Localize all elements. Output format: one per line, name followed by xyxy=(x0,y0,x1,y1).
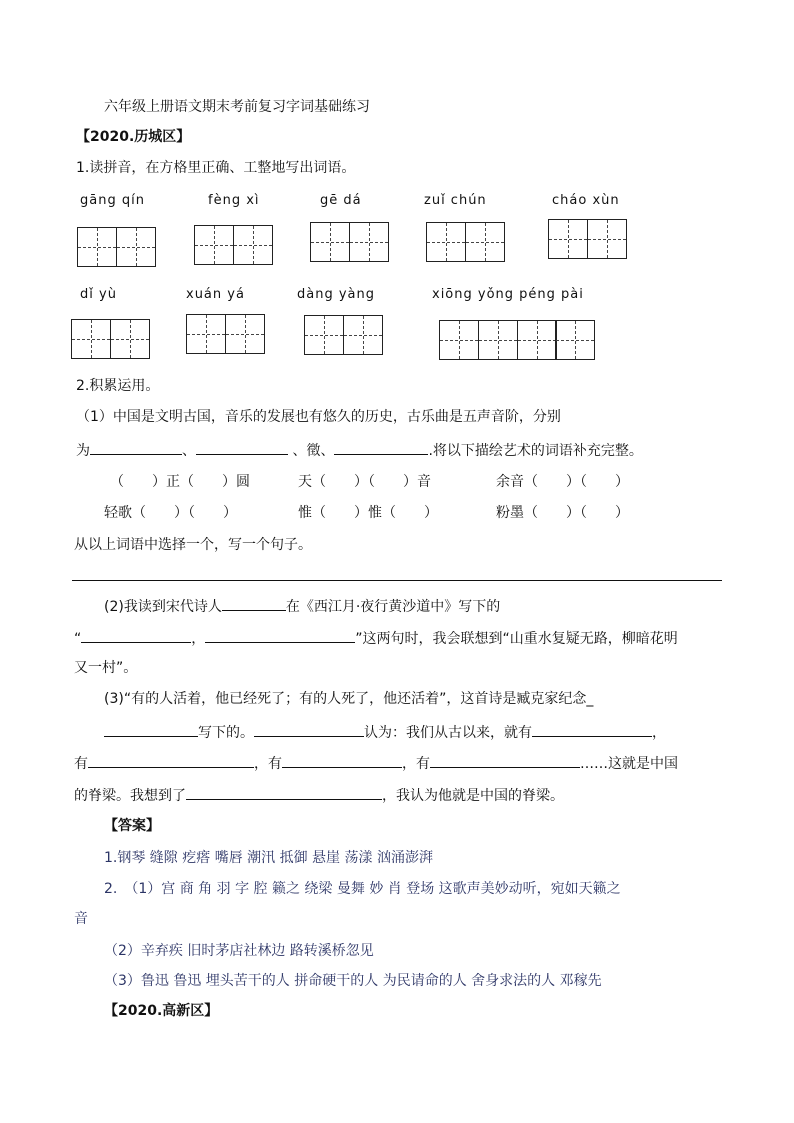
answer-2-1: 2. （1）宫 商 角 羽 字 腔 籁之 绕梁 曼舞 妙 肖 登场 这歌声美妙动听，宛如天籁之 xyxy=(104,881,621,897)
idiom-1[interactable]: （ ）正（ ）圆 xyxy=(110,474,250,490)
q2-3-text-c3: ……这就是中国 xyxy=(580,756,678,772)
pinyin-5: cháo xùn xyxy=(552,193,620,208)
idiom-5[interactable]: 惟（ ）惟（ ） xyxy=(298,505,438,521)
sentence-answer-line[interactable] xyxy=(72,580,722,581)
pinyin-1: gāng qín xyxy=(80,193,145,208)
q2-3-text-d1: 的脊梁。我想到了 xyxy=(74,788,186,804)
writing-grid-6[interactable] xyxy=(71,319,149,359)
blank-gong[interactable] xyxy=(90,440,182,455)
q2-2-text-c: ”这两句时，我会联想到“山重水复疑无路，柳暗花明 xyxy=(355,631,678,647)
section-heading-gaoxin: 【2020.高新区】 xyxy=(104,1003,219,1019)
q2-2-comma: ， xyxy=(191,631,206,647)
question-2-1-blanks-line xyxy=(76,440,643,461)
writing-grid-5[interactable] xyxy=(548,219,626,259)
blank-commemorated[interactable] xyxy=(104,722,198,737)
blank-people-1[interactable] xyxy=(532,722,652,737)
q2-2-text-a: (2)我读到宋代诗人 xyxy=(104,599,222,615)
idiom-6[interactable]: 粉墨（ ）（ ） xyxy=(496,505,629,521)
pinyin-2: fèng xì xyxy=(208,193,260,208)
writing-grid-2[interactable] xyxy=(194,225,272,265)
blank-poem-line-2[interactable] xyxy=(205,628,355,643)
pinyin-4: zuǐ chún xyxy=(424,193,487,208)
answer-1: 1.钢琴 缝隙 疙瘩 嘴唇 潮汛 抵御 悬崖 荡漾 汹涌澎湃 xyxy=(104,850,433,866)
blank-shang[interactable] xyxy=(196,440,288,455)
question-2-2-line1 xyxy=(104,596,500,617)
sentence-prompt: 从以上词语中选择一个，写一个句子。 xyxy=(74,537,312,553)
question-2-prompt: 2.积累运用。 xyxy=(76,378,160,394)
q2-2-text-b: 在《西江月·夜行黄沙道中》写下的 xyxy=(285,599,501,615)
question-1-prompt: 1.读拼音，在方格里正确、工整地写出词语。 xyxy=(76,160,356,176)
q2-3-comma: ， xyxy=(652,725,666,741)
question-2-2-line2 xyxy=(74,628,678,649)
idiom-3[interactable]: 余音（ ）（ ） xyxy=(496,474,629,490)
blank-yu[interactable] xyxy=(334,440,428,455)
idiom-4[interactable]: 轻歌（ ）（ ） xyxy=(104,505,237,521)
q2-1-suffix: .将以下描绘艺术的词语补充完整。 xyxy=(428,443,643,459)
question-2-3-line4 xyxy=(74,785,564,806)
writing-grid-1[interactable] xyxy=(77,227,155,267)
idiom-2[interactable]: 天（ ）（ ）音 xyxy=(298,474,431,490)
question-2-3-line1: (3)“有的人活着，他已经死了；有的人死了，他还活着”，这首诗是臧克家纪念_ xyxy=(104,691,594,707)
pinyin-9: xiōng yǒng péng pài xyxy=(432,287,584,302)
pinyin-7: xuán yá xyxy=(186,287,245,302)
section-heading-licheng: 【2020.历城区】 xyxy=(76,129,191,145)
question-2-2-line3: 又一村”。 xyxy=(74,660,138,676)
question-2-1-text: （1）中国是文明古国，音乐的发展也有悠久的历史，古乐曲是五声音阶，分别 xyxy=(76,409,561,425)
q2-1-sep1: 、 xyxy=(182,443,196,459)
answer-2-1-cont: 音 xyxy=(74,911,88,927)
q2-3-text-d2: ，我认为他就是中国的脊梁。 xyxy=(382,788,564,804)
q2-2-open-quote: “ xyxy=(74,631,82,647)
q2-3-text-c0: 有 xyxy=(74,756,88,772)
blank-poet[interactable] xyxy=(222,596,286,611)
page-title: 六年级上册语文期末考前复习字词基础练习 xyxy=(104,99,370,115)
pinyin-3: gē dá xyxy=(320,193,362,208)
blank-people-4[interactable] xyxy=(430,753,580,768)
q2-3-text-c1: ，有 xyxy=(254,756,282,772)
blank-hero[interactable] xyxy=(186,785,382,800)
q2-1-prefix: 为 xyxy=(76,443,90,459)
answer-2-3: （3）鲁迅 鲁迅 埋头苦干的人 拼命硬干的人 为民请命的人 舍身求法的人 邓稼先 xyxy=(104,973,602,989)
question-2-3-line3 xyxy=(74,753,678,774)
blank-people-3[interactable] xyxy=(282,753,402,768)
writing-grid-3[interactable] xyxy=(310,222,388,262)
writing-grid-7[interactable] xyxy=(186,314,264,354)
pinyin-8: dàng yàng xyxy=(297,287,375,302)
answer-2-2: （2）辛弃疾 旧时茅店社林边 路转溪桥忽见 xyxy=(104,943,374,959)
blank-speaker[interactable] xyxy=(254,722,364,737)
writing-grid-4[interactable] xyxy=(426,222,504,262)
q2-3-text-b1: 写下的。 xyxy=(198,725,254,741)
q2-1-sep2: 、徵、 xyxy=(288,443,335,459)
pinyin-6: dǐ yù xyxy=(80,287,117,302)
blank-people-2[interactable] xyxy=(88,753,254,768)
q2-3-text-c2: ，有 xyxy=(402,756,430,772)
q2-3-text-b2: 认为：我们从古以来，就有 xyxy=(364,725,532,741)
question-2-3-line2 xyxy=(104,722,666,743)
answer-heading: 【答案】 xyxy=(104,818,160,834)
writing-grid-9[interactable] xyxy=(439,320,594,360)
blank-poem-line-1[interactable] xyxy=(81,628,191,643)
writing-grid-8[interactable] xyxy=(304,315,382,355)
